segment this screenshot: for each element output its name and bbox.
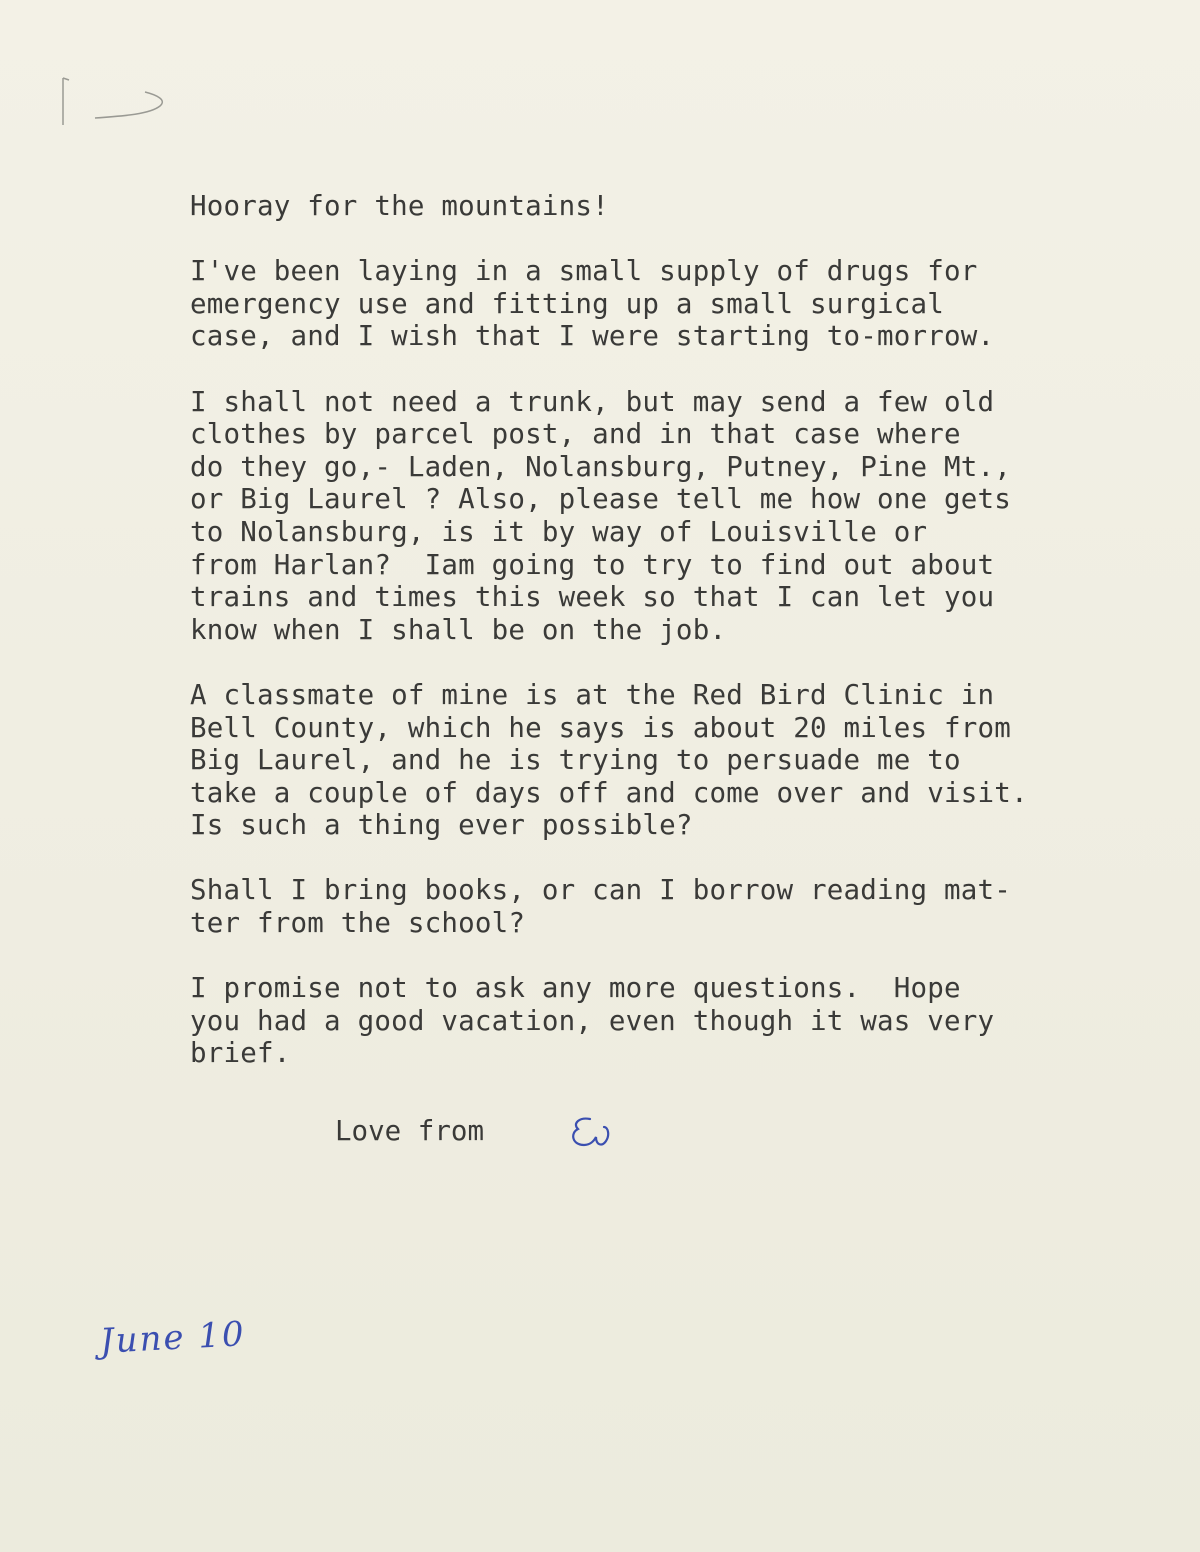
letter-line: A classmate of mine is at the Red Bird Clinic in — [190, 678, 995, 711]
handwritten-date: June 10 — [99, 1314, 247, 1362]
letter-paragraph — [190, 255, 1180, 353]
letter-line: I shall not need a trunk, but may send a few old — [190, 385, 995, 418]
signature-initial — [566, 1113, 616, 1153]
letter-line: Hooray for the mountains! — [190, 190, 609, 222]
letter-line: Is such a thing ever possible? — [190, 809, 693, 842]
pencil-mark-icon — [55, 70, 175, 140]
letter-line: Shall I bring books, or can I borrow reading mat- — [190, 874, 1012, 907]
letter-line: Big Laurel, and he is trying to persuade me to — [190, 744, 961, 777]
letter-paragraph — [190, 972, 1180, 1070]
closing-line: Love from — [335, 1115, 485, 1147]
letter-line: case, and I wish that I were starting to-morrow. — [190, 320, 995, 353]
letter-line: trains and times this week so that I can let you — [190, 581, 995, 614]
letter-line: I promise not to ask any more questions. Hope — [190, 972, 961, 1005]
letter-line: Bell County, which he says is about 20 miles from — [190, 711, 1012, 744]
letter-line: clothes by parcel post, and in that case where — [190, 418, 961, 451]
letter-paragraph — [190, 190, 1180, 223]
letter-line: ter from the school? — [190, 907, 526, 940]
letter-line: to Nolansburg, is it by way of Louisville or — [190, 515, 928, 548]
letter-paragraph — [190, 874, 1180, 939]
letter-line: know when I shall be on the job. — [190, 613, 727, 646]
letter-line: take a couple of days off and come over and visit. — [190, 776, 1028, 809]
letter-line: brief. — [190, 1037, 291, 1070]
letter-line: from Harlan? Iam going to try to find out about — [190, 548, 995, 581]
letter-body — [190, 190, 1180, 1103]
letter-paragraph — [190, 386, 1180, 647]
letter-paragraph — [190, 679, 1180, 842]
letter-line: you had a good vacation, even though it was very — [190, 1004, 995, 1037]
letter-line: do they go,- Laden, Nolansburg, Putney, Pine Mt., — [190, 450, 1012, 483]
letter-line: or Big Laurel ? Also, please tell me how one gets — [190, 483, 1012, 516]
letter-line: emergency use and fitting up a small surgical — [190, 287, 945, 320]
letter-line: I've been laying in a small supply of drugs for — [190, 255, 978, 288]
